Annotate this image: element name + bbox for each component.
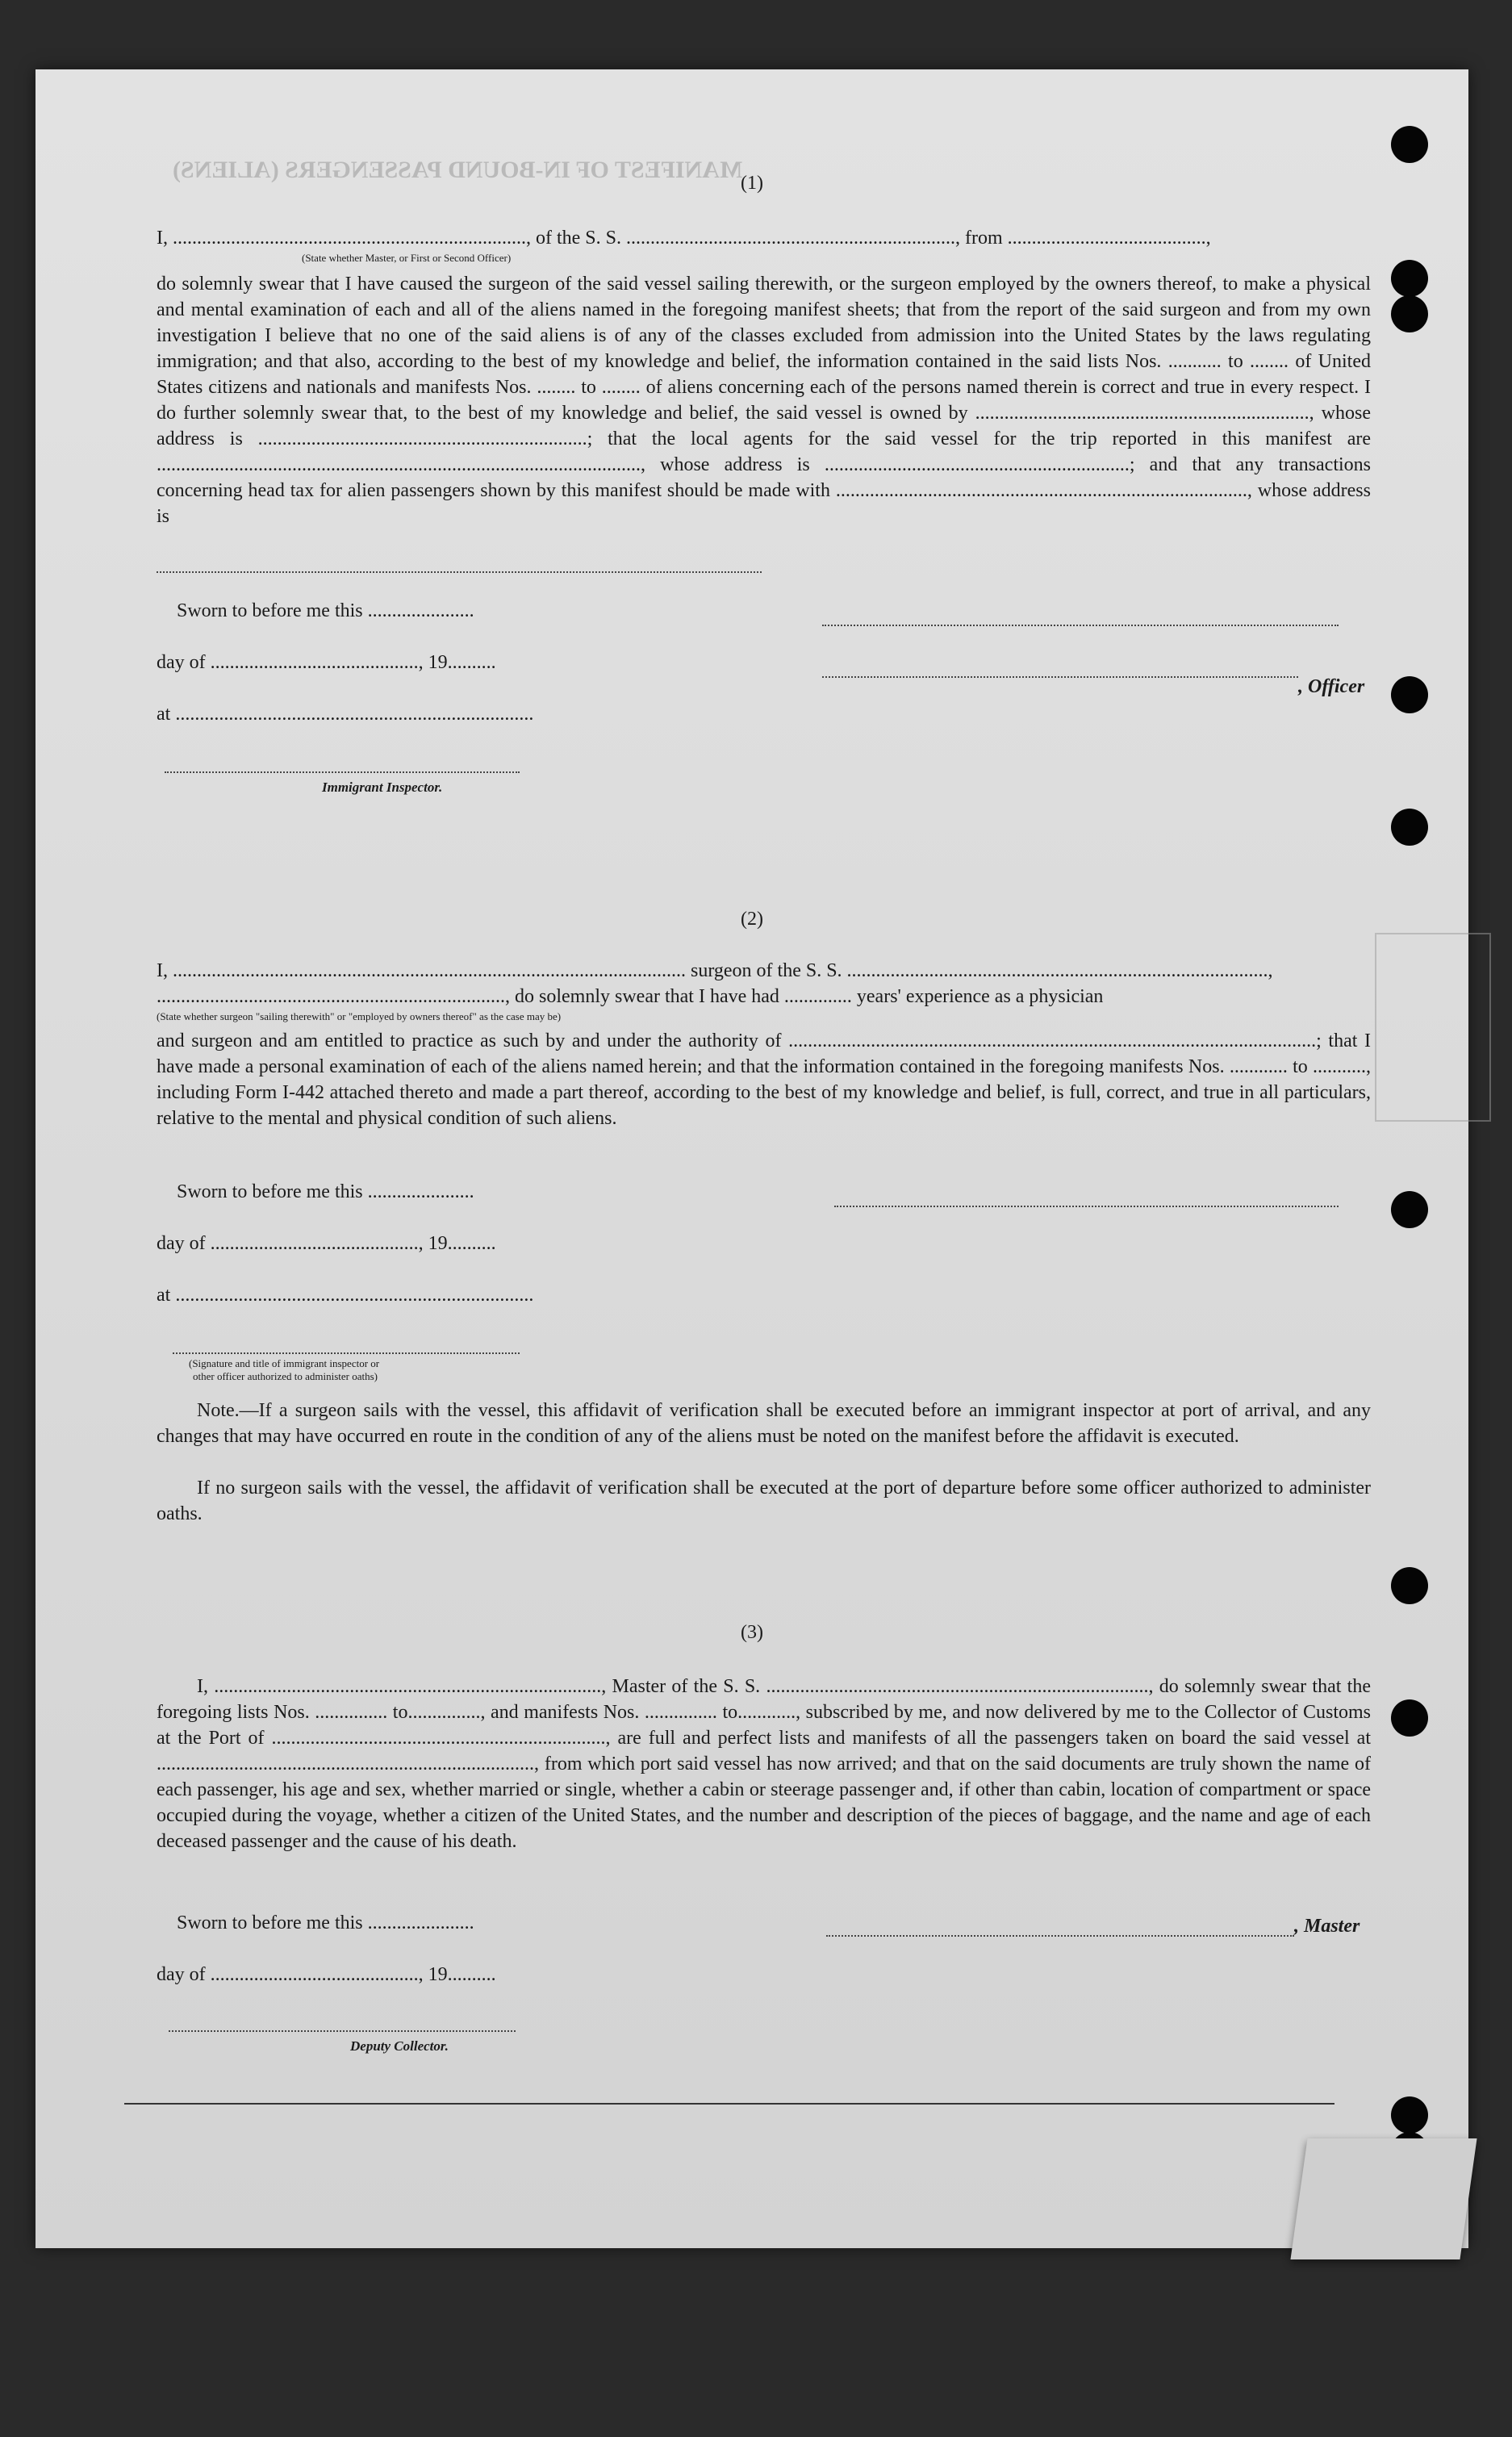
section-1-sworn: Sworn to before me this ......................	[177, 600, 474, 621]
note-paragraph-2: If no surgeon sails with the vessel, the affidavit of verification shall be executed at the port of departure before some officer authorized to administer oaths.	[157, 1478, 1371, 1524]
immigrant-inspector-caption: Immigrant Inspector.	[322, 780, 443, 795]
faded-stamp	[1375, 933, 1491, 1122]
section-2-number: (2)	[741, 909, 763, 930]
section-3-number: (3)	[741, 1622, 763, 1643]
section-1-at: at ..........................................................................	[157, 704, 534, 725]
section-1-first-line: I, ........................................................................., of the S. S. ...................................................................., from .........................................,	[157, 228, 1211, 249]
manifest-page	[36, 69, 1468, 2248]
collector-signature-line	[169, 2030, 516, 2032]
note-paragraph: Note.—If a surgeon sails with the vessel, this affidavit of verification shall be executed before an immigrant inspector at port of arrival, and any changes that may have occurred en route in the condition of any of the aliens must be noted on the manifest before the affidavit is executed.	[157, 1400, 1371, 1447]
punch-hole	[1391, 676, 1428, 713]
punch-hole	[1391, 1567, 1428, 1604]
punch-hole	[1391, 1699, 1428, 1737]
bottom-rule	[124, 2103, 1334, 2105]
punch-hole	[1391, 295, 1428, 332]
signature-caption-2: other officer authorized to administer oaths)	[193, 1370, 378, 1382]
punch-hole	[1391, 809, 1428, 846]
section-2-oath-text: and surgeon and am entitled to practice as such by and under the authority of .............................................................................................................; that I have made a personal examination of each of the aliens named herein; and that the information contained in the foregoing manifests Nos. ............ to ..........., including Form I-442 attached thereto and made a part thereof, according to the best of my knowledge and belief, is full, correct, and true in all particulars, relative to the mental and physical condition of such aliens.	[157, 1030, 1371, 1129]
section-3-sworn: Sworn to before me this ......................	[177, 1912, 474, 1933]
section-1-number: (1)	[741, 173, 763, 194]
section-3-day: day of ..........................................., 19..........	[157, 1964, 496, 1985]
section-2-sworn: Sworn to before me this ......................	[177, 1181, 474, 1202]
section-2-second-line: ........................................................................, do solemnly swear that I have had .............. years' experience as a physician	[157, 986, 1104, 1007]
page-curl	[1290, 2138, 1476, 2259]
inspector-signature-line	[165, 771, 520, 773]
officer-signature-line	[822, 676, 1298, 678]
section-1-sub-caption: (State whether Master, or First or Second Officer)	[302, 252, 512, 264]
signature-caption-1: (Signature and title of immigrant inspector or	[189, 1357, 380, 1369]
section-2-day: day of ..........................................., 19..........	[157, 1233, 496, 1254]
punch-hole	[1391, 2096, 1428, 2134]
punch-hole	[1391, 1191, 1428, 1228]
section-1-oath-text: do solemnly swear that I have caused the surgeon of the said vessel sailing therewith, or the surgeon employed by the owners thereof, to make a physical and mental examination of each and all of the aliens named in the foregoing manifest sheets; that from the report of the said surgeon and from my own investigation I believe that no one of the said aliens is of any of the classes excluded from admission into the United States by the laws regulating immigration; and that also, according to the best of my knowledge and belief, the information contained in the said lists Nos. ........... to ........ of United States citizens and nationals and manifests Nos. ........ to ........ of aliens concerning each of the persons named therein is correct and true in every respect. I do further solemnly swear that, to the best of my knowledge and belief, the said vessel is owned by ....................................................................., whose address is ....................................................................; that the local agents for the said vessel for the trip reported in this manifest are ...................................................................................................., whose address is ...............................................................; and that any transactions concerning head tax for alien passengers shown by this manifest should be made with ....................................................................................., whose address is	[157, 274, 1371, 527]
master-label: , Master	[1294, 1916, 1360, 1937]
officer-signature-line	[822, 625, 1339, 626]
surgeon-signature-line	[834, 1206, 1339, 1207]
bleed-through-header: MANIFEST OF IN-BOUND PASSENGERS (ALIENS)	[173, 157, 743, 183]
section-2-first-line: I, .......................................................................................................... surgeon of the S. S. .......................................................................................,	[157, 960, 1273, 981]
master-signature-line	[826, 1935, 1294, 1937]
punch-hole	[1391, 126, 1428, 163]
section-1-day: day of ..........................................., 19..........	[157, 652, 496, 673]
section-2-sub-caption: (State whether surgeon "sailing therewith" or "employed by owners thereof" as the case may be)	[157, 1010, 562, 1022]
officer-label: , Officer	[1298, 676, 1365, 697]
punch-hole	[1391, 260, 1428, 297]
deputy-collector-caption: Deputy Collector.	[350, 2038, 449, 2054]
section-2-at: at ..........................................................................	[157, 1285, 534, 1306]
section-3-oath-text: I, ................................................................................, Master of the S. S. ..............................................................................., do solemnly swear that the foregoing lists Nos. ............... to..............., and manifests Nos. ............... to............, subscribed by me, and now delivered by me to the Collector of Customs at the Port of ....................................................................., are full and perfect lists and manifests of all the passengers taken on board the said vessel at .............................................................................., from which port said vessel has now arrived; and that on the said documents are truly shown the name of each passenger, his age and sex, whether married or single, whether a cabin or steerage passenger and, if other than cabin, location of compartment or space occupied during the voyage, whether a citizen of the United States, and the number and description of the pieces of baggage, and the name and age of each deceased passenger and the cause of his death.	[157, 1676, 1371, 1852]
signature-line	[157, 571, 762, 573]
inspector-signature-line	[173, 1352, 520, 1354]
